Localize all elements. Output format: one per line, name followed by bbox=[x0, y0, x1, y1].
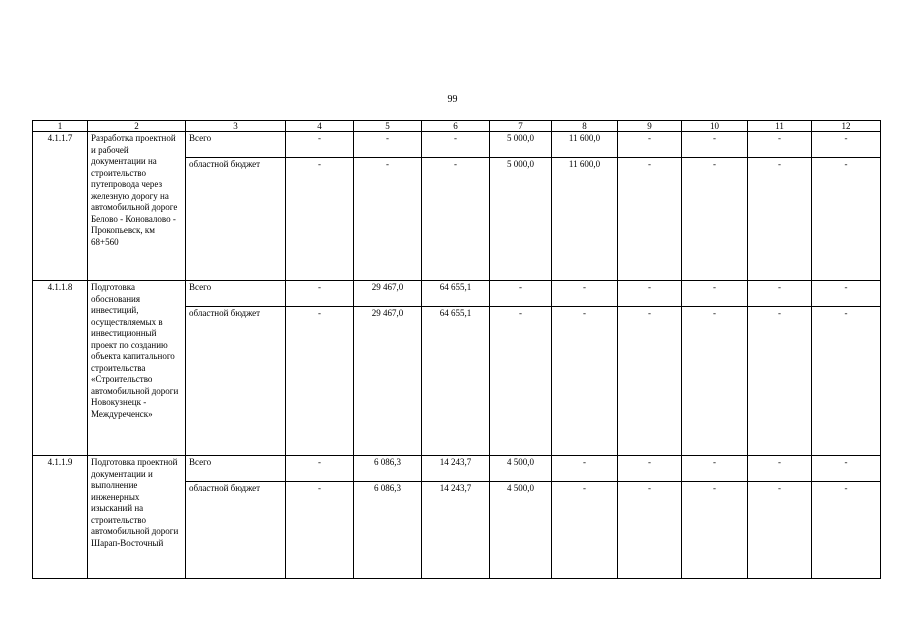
value-cell: 14 243,7 bbox=[422, 456, 490, 482]
value-cell: - bbox=[812, 482, 881, 579]
value-cell: - bbox=[618, 307, 682, 456]
value-cell: - bbox=[682, 132, 748, 158]
value-cell: - bbox=[286, 132, 354, 158]
value-cell: 29 467,0 bbox=[354, 307, 422, 456]
value-cell: 4 500,0 bbox=[490, 456, 552, 482]
value-cell: - bbox=[618, 281, 682, 307]
item-name: Подготовка обоснования инвестиций, осуществляемых в инвестиционный проект по созданию объекта капитального строительства «Строительство автомобильной дороги Новокузнецк - Междуреченск» bbox=[88, 281, 186, 456]
value-cell: - bbox=[748, 456, 812, 482]
value-cell: - bbox=[682, 158, 748, 281]
column-header: 9 bbox=[618, 121, 682, 132]
funding-source: Всего bbox=[186, 456, 286, 482]
value-cell: - bbox=[682, 482, 748, 579]
value-cell: 64 655,1 bbox=[422, 281, 490, 307]
value-cell: - bbox=[812, 456, 881, 482]
funding-source: областной бюджет bbox=[186, 482, 286, 579]
value-cell: - bbox=[552, 281, 618, 307]
table-row bbox=[33, 456, 881, 482]
value-cell: - bbox=[812, 281, 881, 307]
value-cell: - bbox=[682, 456, 748, 482]
value-cell: - bbox=[286, 281, 354, 307]
column-header: 1 bbox=[33, 121, 88, 132]
value-cell: - bbox=[286, 482, 354, 579]
header-row bbox=[33, 121, 881, 132]
table-row bbox=[33, 132, 881, 158]
value-cell: 6 086,3 bbox=[354, 482, 422, 579]
value-cell: 5 000,0 bbox=[490, 132, 552, 158]
value-cell: - bbox=[618, 456, 682, 482]
value-cell: - bbox=[748, 307, 812, 456]
value-cell: - bbox=[618, 158, 682, 281]
value-cell: - bbox=[354, 132, 422, 158]
funding-source: Всего bbox=[186, 132, 286, 158]
value-cell: - bbox=[422, 158, 490, 281]
value-cell: 4 500,0 bbox=[490, 482, 552, 579]
item-name: Разработка проектной и рабочей документации на строительство путепровода через железную дорогу на автомобильной дороге Белово - Коновалово - Прокопьевск, км 68+560 bbox=[88, 132, 186, 281]
funding-source: областной бюджет bbox=[186, 158, 286, 281]
value-cell: - bbox=[286, 307, 354, 456]
value-cell: 6 086,3 bbox=[354, 456, 422, 482]
value-cell: 29 467,0 bbox=[354, 281, 422, 307]
value-cell: - bbox=[618, 482, 682, 579]
value-cell: - bbox=[812, 132, 881, 158]
column-header: 11 bbox=[748, 121, 812, 132]
value-cell: - bbox=[682, 281, 748, 307]
budget-table bbox=[32, 120, 881, 579]
item-code: 4.1.1.9 bbox=[33, 456, 88, 579]
funding-source: Всего bbox=[186, 281, 286, 307]
item-name: Подготовка проектной документации и выполнение инженерных изысканий на строительство автомобильной дороги Шарап-Восточный bbox=[88, 456, 186, 579]
column-header: 7 bbox=[490, 121, 552, 132]
column-header: 6 bbox=[422, 121, 490, 132]
value-cell: - bbox=[812, 307, 881, 456]
value-cell: - bbox=[682, 307, 748, 456]
value-cell: - bbox=[286, 456, 354, 482]
value-cell: - bbox=[748, 482, 812, 579]
value-cell: - bbox=[812, 158, 881, 281]
value-cell: 11 600,0 bbox=[552, 158, 618, 281]
column-header: 12 bbox=[812, 121, 881, 132]
value-cell: - bbox=[748, 281, 812, 307]
column-header: 8 bbox=[552, 121, 618, 132]
value-cell: - bbox=[552, 456, 618, 482]
item-code: 4.1.1.7 bbox=[33, 132, 88, 281]
column-header: 5 bbox=[354, 121, 422, 132]
value-cell: - bbox=[490, 307, 552, 456]
value-cell: - bbox=[552, 307, 618, 456]
value-cell: - bbox=[286, 158, 354, 281]
funding-source: областной бюджет bbox=[186, 307, 286, 456]
item-code: 4.1.1.8 bbox=[33, 281, 88, 456]
value-cell: 5 000,0 bbox=[490, 158, 552, 281]
value-cell: - bbox=[490, 281, 552, 307]
value-cell: - bbox=[552, 482, 618, 579]
page-number: 99 bbox=[447, 94, 458, 105]
column-header: 2 bbox=[88, 121, 186, 132]
value-cell: - bbox=[618, 132, 682, 158]
value-cell: 64 655,1 bbox=[422, 307, 490, 456]
value-cell: 14 243,7 bbox=[422, 482, 490, 579]
value-cell: - bbox=[748, 158, 812, 281]
column-header: 4 bbox=[286, 121, 354, 132]
value-cell: - bbox=[354, 158, 422, 281]
table-row bbox=[33, 281, 881, 307]
value-cell: - bbox=[422, 132, 490, 158]
column-header: 10 bbox=[682, 121, 748, 132]
value-cell: 11 600,0 bbox=[552, 132, 618, 158]
column-header: 3 bbox=[186, 121, 286, 132]
value-cell: - bbox=[748, 132, 812, 158]
